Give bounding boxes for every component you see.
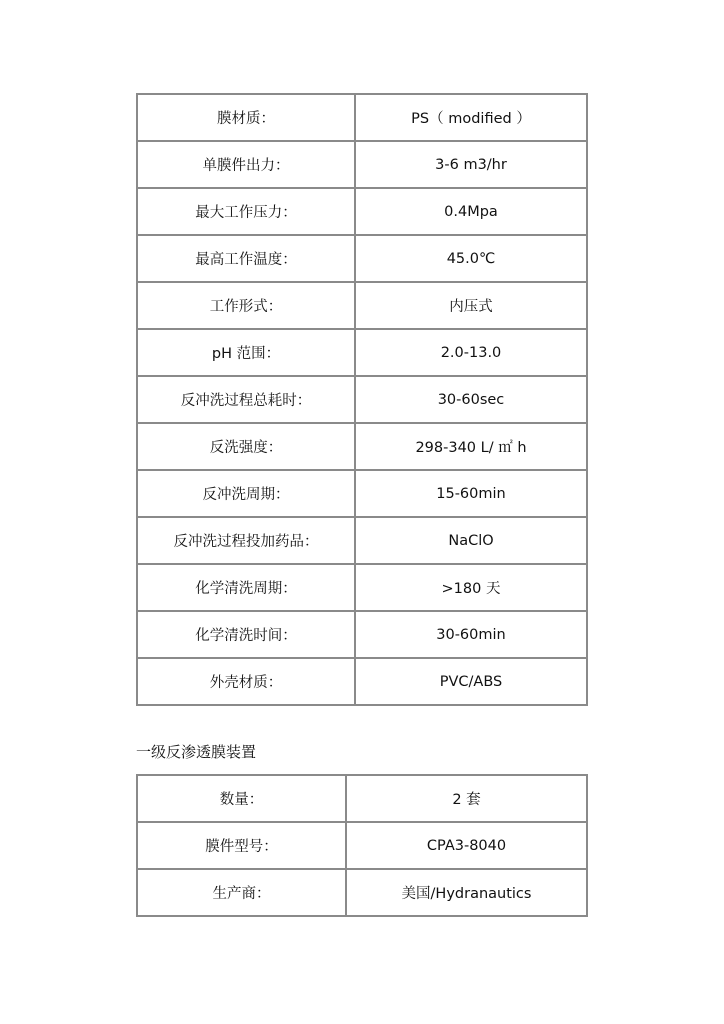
spec-label: 化学清洗时间： <box>136 610 354 657</box>
spec-label: 反洗强度： <box>136 422 354 469</box>
table-row <box>136 868 588 917</box>
table-row <box>136 469 588 516</box>
spec-value: PS（ modified ） <box>354 93 588 140</box>
table-row <box>136 821 588 868</box>
table-row <box>136 234 588 281</box>
spec-label: 最大工作压力： <box>136 187 354 234</box>
table-row <box>136 140 588 187</box>
spec-label: 数量： <box>136 774 345 821</box>
table-row <box>136 187 588 234</box>
spec-value: 3-6 m3/hr <box>354 140 588 187</box>
spec-label: 最高工作温度： <box>136 234 354 281</box>
spec-value: 2 套 <box>345 774 588 821</box>
table-row <box>136 375 588 422</box>
spec-label: 工作形式： <box>136 281 354 328</box>
table-row <box>136 281 588 328</box>
table-row <box>136 610 588 657</box>
spec-value: NaClO <box>354 516 588 563</box>
membrane-spec-table <box>136 93 588 706</box>
spec-value: 45.0℃ <box>354 234 588 281</box>
spec-label: 反冲洗过程总耗时： <box>136 375 354 422</box>
table-row <box>136 774 588 821</box>
spec-label: 膜件型号： <box>136 821 345 868</box>
spec-label: 生产商： <box>136 868 345 917</box>
spec-value: 30-60min <box>354 610 588 657</box>
table-row <box>136 93 588 140</box>
spec-value: PVC/ABS <box>354 657 588 706</box>
spec-value: 15-60min <box>354 469 588 516</box>
spec-label: 化学清洗周期： <box>136 563 354 610</box>
spec-label: 单膜件出力： <box>136 140 354 187</box>
spec-value: CPA3-8040 <box>345 821 588 868</box>
spec-label: 反冲洗周期： <box>136 469 354 516</box>
table-row <box>136 563 588 610</box>
section-heading: 一级反渗透膜装置 <box>136 743 257 761</box>
spec-value: >180 天 <box>354 563 588 610</box>
spec-value: 298-340 L/ ㎡ h <box>354 422 588 469</box>
spec-label: 反冲洗过程投加药品： <box>136 516 354 563</box>
table-row <box>136 328 588 375</box>
spec-value: 30-60sec <box>354 375 588 422</box>
spec-value: 0.4Mpa <box>354 187 588 234</box>
spec-value: 2.0-13.0 <box>354 328 588 375</box>
spec-value: 美国/Hydranautics <box>345 868 588 917</box>
spec-label: pH 范围： <box>136 328 354 375</box>
table-row <box>136 657 588 706</box>
ro-device-table <box>136 774 588 917</box>
spec-value: 内压式 <box>354 281 588 328</box>
spec-label: 外壳材质： <box>136 657 354 706</box>
spec-label: 膜材质： <box>136 93 354 140</box>
table-row <box>136 422 588 469</box>
table-row <box>136 516 588 563</box>
